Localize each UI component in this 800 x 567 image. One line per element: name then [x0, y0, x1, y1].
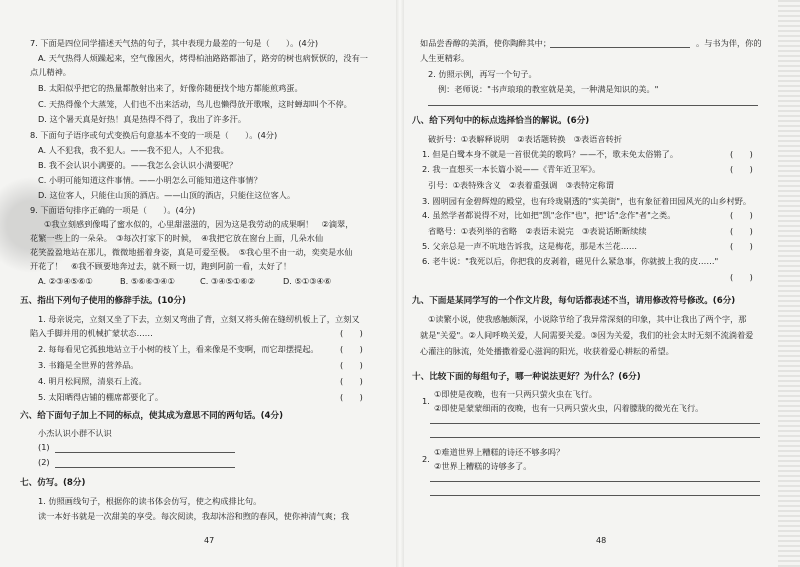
q9-option-b: B. ⑤⑥⑥③④①: [120, 276, 175, 286]
s6-sentence: 小杰认识小群不认识: [38, 428, 112, 438]
s10-group-1-b: ②即使是蒙蒙细雨的夜晚，也有一只两只萤火虫，闪着朦胧的微光在飞行。: [434, 403, 704, 413]
q7-stem: 7. 下面是四位同学描述天气热的句子，其中表现力最差的一句是（ ）。(4分): [30, 38, 319, 48]
r-q2-answer-line[interactable]: [428, 105, 758, 106]
s8-options-ellipsis: 省略号：①表列举的省略 ②表语未说完 ③表说话断断续续: [428, 226, 647, 236]
q9-option-a: A. ②③④⑤⑥①: [38, 276, 93, 286]
s10-answer-line-1[interactable]: [430, 423, 760, 424]
s5-item-4: 4. 明月松间照，清泉石上流。: [38, 376, 147, 386]
s5-answer-3[interactable]: ( ): [340, 360, 363, 370]
section-9-title: 九、下面是某同学写的一个作文片段，每句话都表述不当，请用修改符号修改。(6分): [412, 296, 736, 306]
s8-options-dash: 破折号：①表解释说明 ②表话题转换 ③表语音转折: [428, 134, 622, 144]
q7-option-a: A. 天气热得人烦躁起来，空气像困火，烤得柏油路路都油了，路旁的树也病恹恹的，没有一: [38, 53, 368, 63]
s8-answer-2[interactable]: ( ): [730, 164, 753, 174]
q8-option-a: A. 人不犯我，我不犯人。——我不犯人，人不犯我。: [38, 145, 229, 155]
s8-answer-6[interactable]: ( ): [730, 272, 753, 282]
page-edge-stack: [778, 0, 800, 567]
q8-option-c: C. 小明可能知道这件事情。——小明怎么可能知道这件事情？: [38, 175, 262, 185]
r-q2: 2. 仿照示例，再写一个句子。: [428, 69, 537, 79]
s9-para-2: 就是"关爱"。②人间呼唤关爱，人间需要关爱。③因为关爱，我们的社会太时无刻不流淌着爱: [420, 330, 754, 340]
q9-line-4: 开花了！ ⑥我不顾要地奔过去，就不顾一切，跑到阿前一看，太好了！: [30, 261, 292, 271]
q9-option-c: C. ③④⑤①⑥②: [200, 276, 255, 286]
s6-label-1: (1): [38, 442, 50, 452]
s5-item-2: 2. 每每看见它孤独地站立于小树的枝丫上，看来像是不变啊，而它却摆提起。: [38, 344, 319, 354]
q7-option-a-cont: 点儿精神。: [30, 67, 71, 77]
r-top-line-1: 如品尝香醇的美酒，使你陶醉其中；: [420, 38, 552, 48]
s10-answer-line-4[interactable]: [430, 495, 760, 496]
q7-option-b: B. 太阳似乎把它的热量都散射出来了，好像你随便找个地方都能煎鸡蛋。: [38, 83, 303, 93]
page-number-right: 48: [596, 536, 607, 545]
s8-item-3: 3. 圆明园有金碧辉煌的殿堂，也有玲珑剔透的"实美街"，也有象征着田园风光的山乡村野。: [422, 196, 752, 206]
q8-option-d: D. 这位客人，只能住山顶的酒店。——山顶的酒店，只能住这位客人。: [38, 190, 296, 200]
s5-answer-2[interactable]: ( ): [340, 344, 363, 354]
s5-answer-1[interactable]: ( ): [340, 328, 363, 338]
s5-answer-4[interactable]: ( ): [340, 376, 363, 386]
page-number-left: 47: [204, 536, 215, 545]
r-fill-line-1[interactable]: [550, 47, 690, 48]
s5-item-1: 1. 母亲说完，立刻又坐了下去，立刻又弯曲了背，立刻又将头俯在缝纫机板上了，立刻又: [38, 314, 360, 324]
q8-option-b: B. 我不会认识小满要的。——我怎么会认识小满要呢？: [38, 160, 238, 170]
s10-group-1-label: 1.: [422, 396, 430, 406]
q8-stem: 8. 下面句子语序或句式变换后句意基本不变的一项是（ ）。(4分): [30, 130, 278, 140]
r-q2-example: 例：老师说："书声琅琅的教室就是美，一种满是知识的美。": [438, 84, 659, 94]
s8-item-4: 4. 虽然学者都说得不对，比如把"凯"念作"也"，把"话"念作"者"之类。: [422, 210, 676, 220]
s10-group-2-label: 2.: [422, 454, 430, 464]
s10-answer-line-3[interactable]: [430, 481, 760, 482]
s8-answer-1[interactable]: ( ): [730, 149, 753, 159]
s7-paragraph: 读一本好书就是一次甜美的享受。每次阅读，我却沐浴和煦的春风，使你神清气爽；我: [38, 511, 350, 521]
section-7-title: 七、仿写。(8分): [20, 478, 86, 488]
q9-stem: 9. 下面语句排序正确的一项是（ ）。(4分): [30, 205, 196, 215]
r-top-line-1b: 。与书为伴，你的: [696, 38, 762, 48]
right-page: [400, 0, 800, 567]
r-top-line-2: 人生更精彩。: [420, 53, 470, 63]
s6-label-2: (2): [38, 457, 50, 467]
s6-answer-line-2[interactable]: [55, 467, 235, 468]
s8-item-6: 6. 老牛说："我死以后，你把我的皮剥着，磁见什么紧急事，你就披上我的皮……": [422, 256, 719, 266]
s8-item-2: 2. 我一直想买一本长篇小说——《青年近卫军》。: [422, 164, 601, 174]
q7-option-c: C. 天热得像个大蒸笼，人们也不出来活动，鸟儿也懒得放开歌喉，这时蝉却叫个不停。: [38, 99, 352, 109]
s6-answer-line-1[interactable]: [55, 452, 235, 453]
s8-answer-3[interactable]: ( ): [730, 210, 753, 220]
q9-line-2: 花繁一些上的一朵朵。 ③每次打家下的时候， ④我把它放在窗台上面，几朵水仙: [30, 233, 324, 243]
q7-option-d: D. 这个暑天真是好热！真是热得不得了，我出了许多汗。: [38, 114, 247, 124]
s8-answer-5[interactable]: ( ): [730, 241, 753, 251]
section-10-title: 十、比较下面的每组句子，哪一种说法更好？为什么？(6分): [412, 372, 641, 382]
s5-item-3: 3. 书籍是全世界的营养品。: [38, 360, 139, 370]
section-8-title: 八、给下列句中的标点选择恰当的解说。(6分): [412, 116, 590, 126]
section-5-title: 五、指出下列句子使用的修辞手法。(10分): [20, 296, 186, 306]
section-6-title: 六、给下面句子加上不同的标点，使其成为意思不同的两句话。(4分): [20, 411, 284, 421]
s5-answer-5[interactable]: ( ): [340, 392, 363, 402]
s10-group-1-a: ①即使是夜晚，也有一只两只萤火虫在飞行。: [434, 389, 597, 399]
s9-para-3: 心灌注的脉流，处处播撒着爱心滋润的阳光，收获着爱心耕耘的希望。: [420, 346, 674, 356]
s10-group-2-a: ①难道世界上糟糕的诗还不够多吗？: [434, 447, 565, 457]
s5-item-5: 5. 太阳晒得店铺的棚席都要化了。: [38, 392, 164, 402]
s10-answer-line-2[interactable]: [430, 437, 760, 438]
q9-line-1: ①我立刻感到像喝了蜜水似的，心里甜滋滋的，因为这是我劳动的成果啊！ ②滴翠，: [44, 219, 354, 229]
s9-para-1: ①读繁小说，使我感触颇深，小说除节给了我异常深刻的印象，其中让我出了两个字，那: [428, 314, 747, 324]
s5-item-1-cont: 陷入手脚并用的机械扩蒙状态……: [30, 328, 153, 338]
q9-line-3: 花笑盈盈地站在那儿，微微地摇着身姿，真是可爱至极。 ⑤我心里不由一动，奕奕是水仙: [30, 247, 353, 257]
s8-item-5: 5. 父亲总是一声不吭地告诉我，这是梅花，那是木兰花……: [422, 241, 638, 251]
s8-item-1: 1. 但是白鹭本身不就是一首很优美的歌吗？——不，歌未免太俗锵了。: [422, 149, 679, 159]
s10-group-2-b: ②世界上糟糕的诗够多了。: [434, 461, 532, 471]
s7-task: 1. 仿照画线句子，根据你的读书体会仿写，使之构成排比句。: [38, 496, 262, 506]
s8-answer-4[interactable]: ( ): [730, 226, 753, 236]
s8-options-quote: 引号：①表特殊含义 ②表着重强调 ③表特定称谓: [428, 180, 614, 190]
q9-option-d: D. ⑤①③④⑥: [283, 276, 332, 286]
